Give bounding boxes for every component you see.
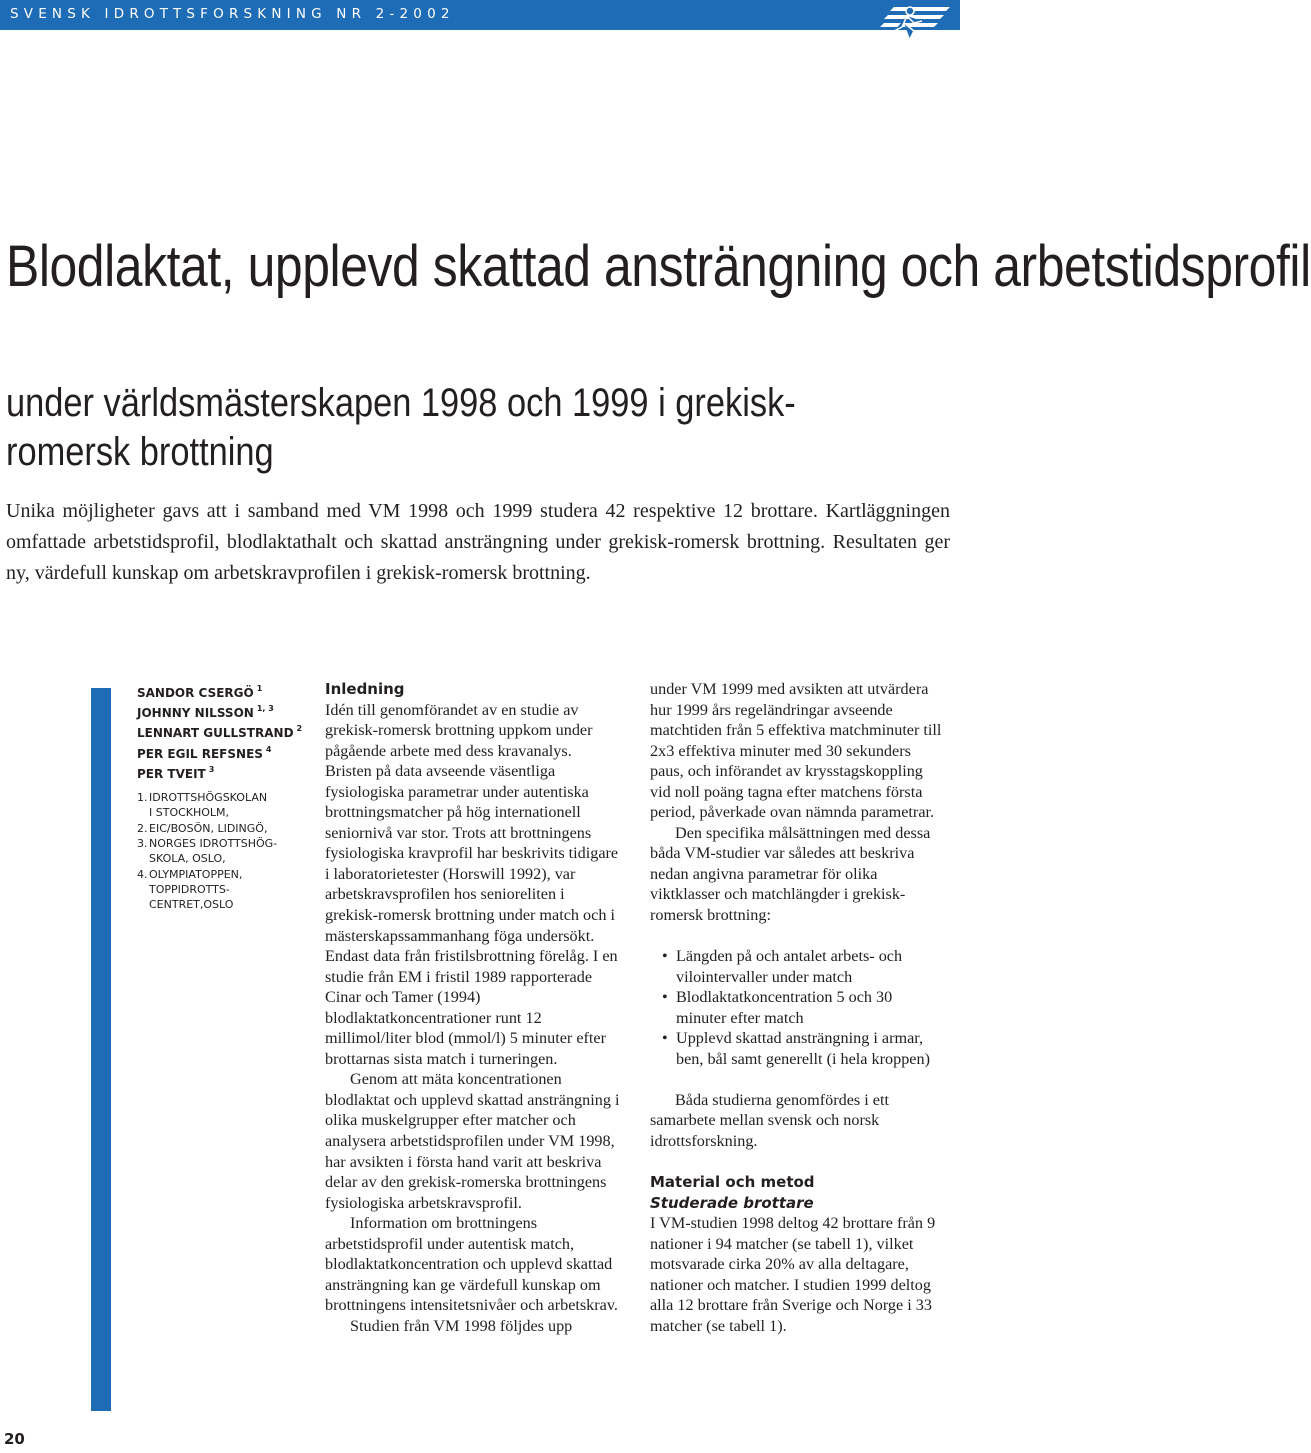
list-item: • Blodlaktatkoncentration 5 och 30 minuter efter match (662, 987, 945, 1028)
text-column-2 (650, 679, 945, 1337)
affiliation-item: 1. IDROTTSHÖGSKOLAN I STOCKHOLM, (137, 791, 268, 820)
author-block (137, 683, 312, 912)
running-title: SVENSK IDROTTSFORSKNING NR 2-2002 (10, 6, 455, 22)
lead-paragraph: Unika möjligheter gavs att i samband med VM 1998 och 1999 studera 42 respektive 12 brottare. Kartläggningen omfattade arbetstidsprofil, blodlaktathalt och skattad ansträngning under grekisk-romersk brottning. Resultaten ger ny, värdefull kunskap om arbetskravprofilen i grekisk-romersk brottning. (6, 500, 950, 584)
paragraph: Båda studierna genomfördes i ett samarbete mellan svensk och norsk idrottsforskning. (650, 1090, 889, 1151)
paragraph: Idén till genomförandet av en studie av grekisk-romersk brottning uppkom under pågående arbete med dess kravanalys. Bristen på data avseende väsentliga fysiologiska parametrar under autentiska brottningsmatcher på hög internationell seniornivå var stor. Trots att brottningens fysiologiska kravprofil har beskrivits tidigare i laboratorietester (Horswill 1992), var arbetskravsprofilen hos senioreliten i grekisk-romersk brottning under match och i mästerskapssammanhang föga undersökt. Endast data från fristilsbrottning förelåg. I en studie från EM i fristil 1989 rapporterade Cinar och Tamer (1994) blodlaktatkoncentrationer runt 12 millimol/liter blod (mmol/l) 5 minuter efter brottarnas sista match i turneringen. (325, 700, 619, 1068)
paragraph: Information om brottningens arbetstidsprofil under autentisk match, blodlaktatkoncentration och upplevd skattad ansträngning kan ge värdefull kunskap om brottningens intensitetsnivåer och arbetskrav. (325, 1214, 618, 1315)
author-name: LENNART GULLSTRAND $^2$ (137, 724, 303, 741)
section-heading: Inledning (325, 680, 405, 698)
affiliation-item: 3. NORGES IDROTTSHÖG- SKOLA, OSLO, (137, 836, 278, 866)
subsection-heading: Studerade brottare (650, 1193, 814, 1212)
author-name: JOHNNY NILSSON $^{1, 3}$ (137, 704, 274, 721)
paragraph: under VM 1999 med avsikten att utvärdera hur 1999 års regeländringar avseende matchtiden från 5 effektiva matchminuter till 2x3 effektiva minuter med 30 sekunders paus, och införandet av krysstagskoppling vid noll poäng tagna efter matchens första period, påverkade ovan nämnda parametrar. (650, 680, 942, 822)
page-number: 20 (4, 1430, 25, 1448)
bullet-list (662, 946, 945, 1069)
article-subtitle: under världsmästerskapen 1998 och 1999 i grekisk-romersk brottning (6, 381, 796, 474)
author-name: PER EGIL REFSNES $^4$ (137, 744, 272, 761)
author-name: SANDOR CSERGÖ $^1$ (137, 684, 263, 700)
text-column-1 (325, 679, 620, 1337)
runner-logo-icon (880, 1, 952, 41)
affiliation-list (137, 790, 312, 912)
affiliation-item: 2. EIC/BOSÖN, LIDINGÖ, (137, 821, 268, 835)
paragraph: I VM-studien 1998 deltog 42 brottare från 9 nationer i 94 matcher (se tabell 1), vilket motsvarade cirka 20% av alla deltagare, nationer och matcher. I studien 1999 deltog alla 12 brottare från Sverige och Norge i 33 matcher (se tabell 1). (650, 1214, 936, 1335)
affiliation-item: 4. OLYMPIATOPPEN, TOPPIDROTTS- CENTRET,OSLO (137, 867, 243, 912)
paragraph: Studien från VM 1998 följdes upp (350, 1316, 573, 1335)
list-item: • Upplevd skattad ansträngning i armar, ben, bål samt generellt (i hela kroppen) (662, 1028, 945, 1069)
article-title: Blodlaktat, upplevd skattad ansträngning och arbetstidsprofil (6, 234, 1311, 299)
author-sidebar-bar (91, 688, 111, 1411)
paragraph: Genom att mäta koncentrationen blodlaktat och upplevd skattad ansträngning i olika muskelgrupper efter matcher och analysera arbetstidsprofilen under VM 1998, har avsikten i första hand varit att beskriva delar av den grekisk-romerska brottningens fysiologiska arbetskravsprofil. (325, 1070, 620, 1212)
author-name: PER TVEIT $^3$ (137, 764, 215, 781)
list-item: • Längden på och antalet arbets- och vilointervaller under match (662, 946, 945, 987)
paragraph: Den specifika målsättningen med dessa båda VM-studier var således att beskriva nedan angivna parametrar för olika viktklasser och matchlängder i grekisk-romersk brottning: (650, 823, 931, 925)
section-heading: Material och metod (650, 1173, 815, 1192)
